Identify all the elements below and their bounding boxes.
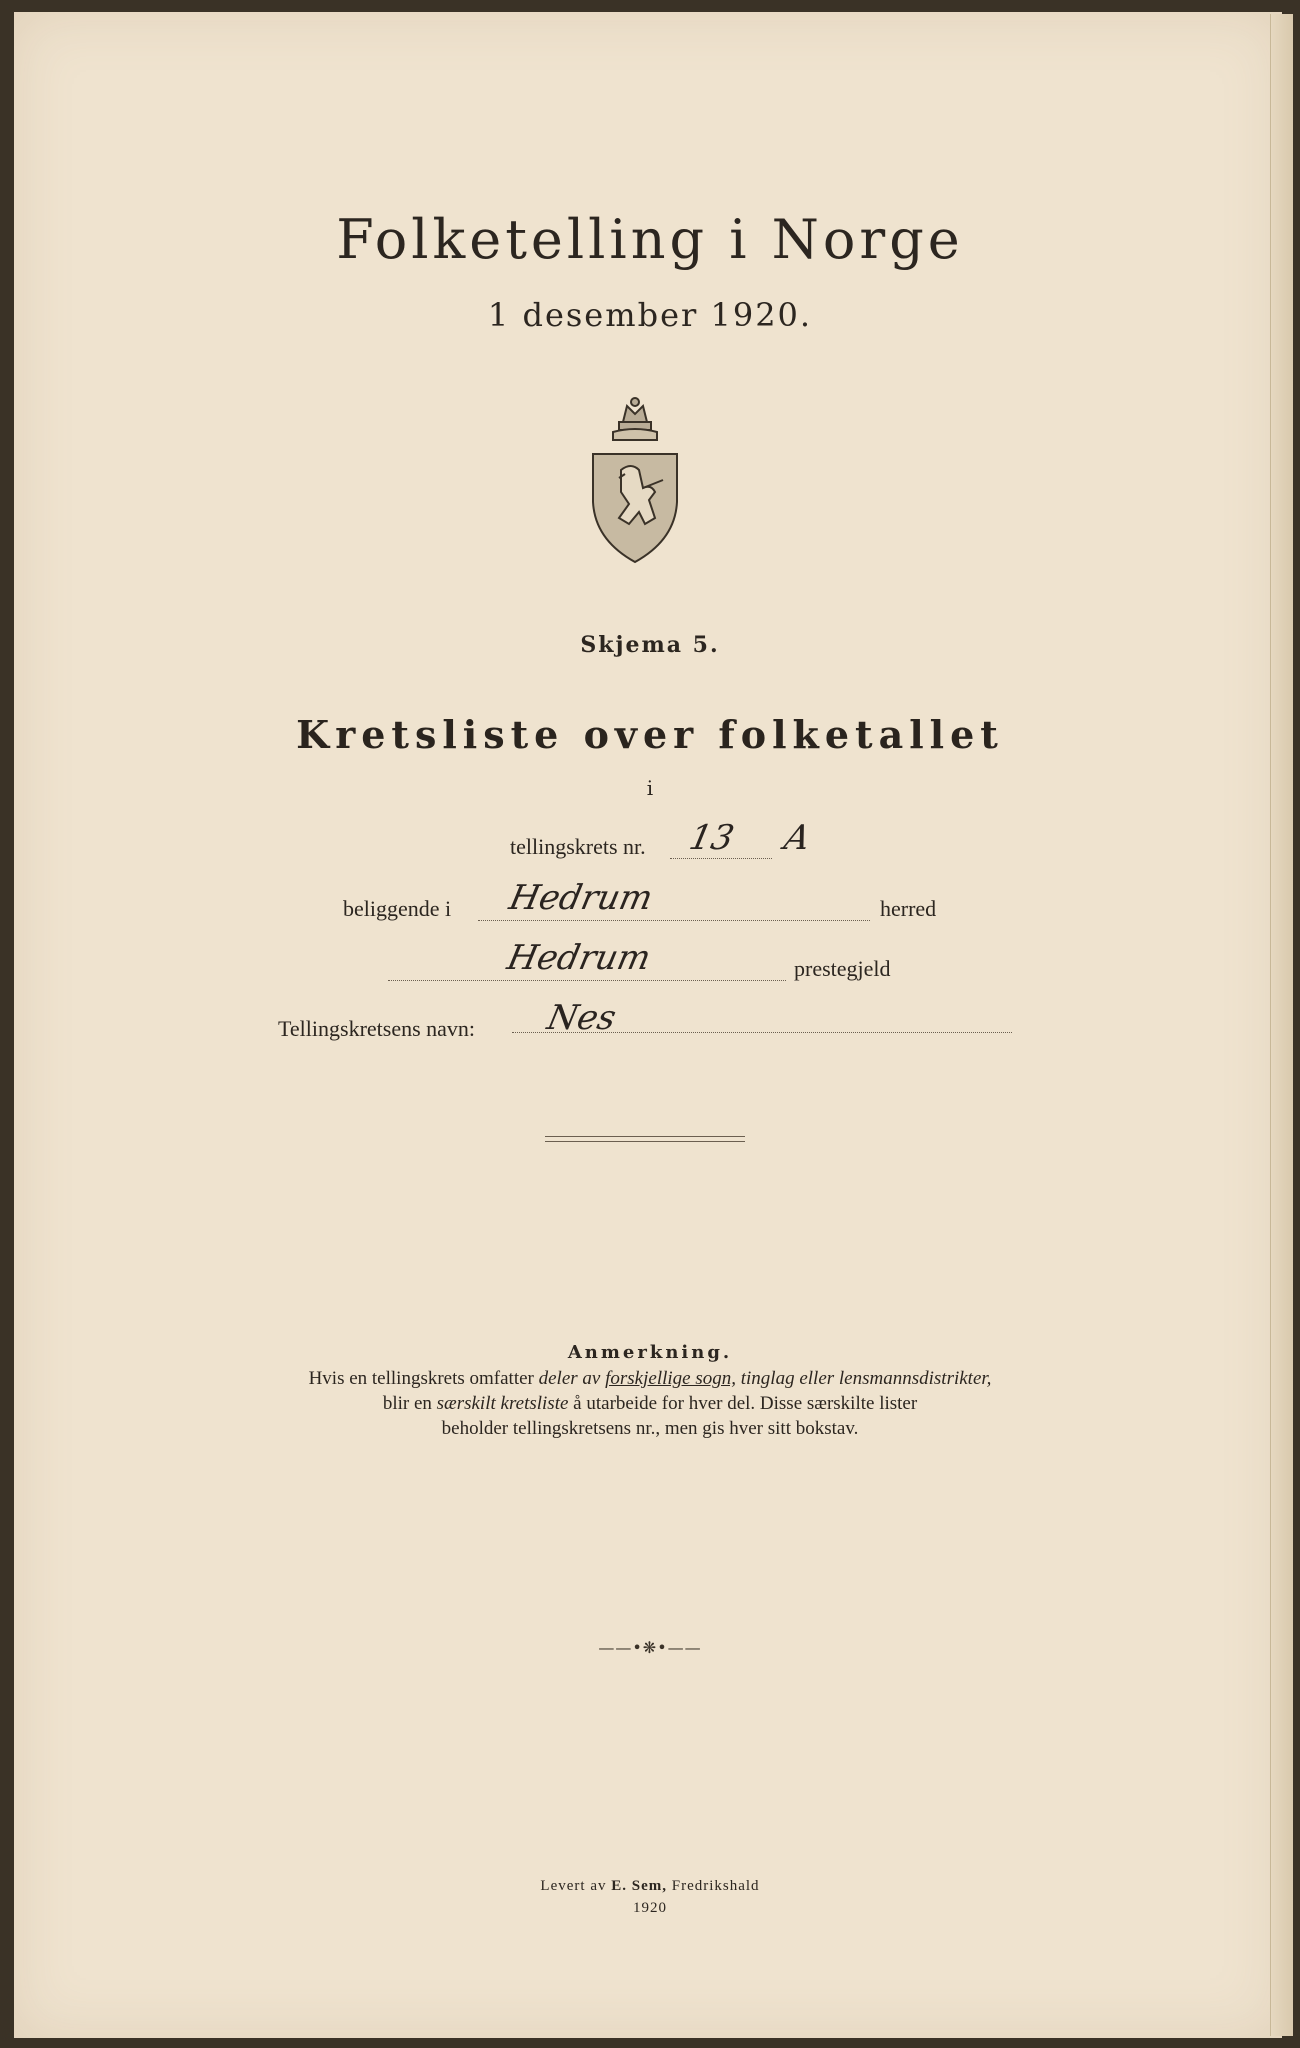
- note-line-1-d: tinglag eller lensmannsdistrikter,: [740, 1368, 992, 1389]
- printer-name: E. Sem,: [611, 1878, 667, 1894]
- krets-number: 13: [685, 818, 738, 858]
- beliggende-value: Hedrum: [505, 878, 657, 918]
- ornament-divider: ——•❋•——: [598, 1638, 702, 1657]
- note-line-1: [0, 1366, 1300, 1391]
- note-line-1-a: Hvis en tellingskrets omfatter: [308, 1368, 534, 1389]
- note-line-2-c: å utarbeide for hver del. Disse særskilte lister: [573, 1393, 918, 1414]
- krets-dotted-line: [670, 858, 772, 859]
- coat-of-arms-icon: [585, 392, 685, 566]
- note-line-1-c: forskjellige sogn,: [605, 1368, 736, 1389]
- herred-label: herred: [880, 896, 937, 921]
- navn-value: Nes: [543, 998, 620, 1038]
- prestegjeld-label: prestegjeld: [794, 956, 891, 981]
- note-line-2-a: blir en: [382, 1393, 432, 1414]
- beliggende-label: beliggende i: [343, 896, 452, 921]
- printer-year: 1920: [633, 1900, 667, 1916]
- prestegjeld-value: Hedrum: [503, 938, 655, 978]
- section-divider: [545, 1136, 745, 1142]
- printer-city: Fredrikshald: [671, 1878, 760, 1894]
- form-heading: Kretsliste over folketallet: [296, 712, 1004, 757]
- connector-word: i: [646, 776, 654, 800]
- note-title: Anmerkning.: [567, 1342, 733, 1363]
- prestegjeld-dotted-line: [388, 980, 786, 981]
- printer-prefix: Levert av: [540, 1878, 607, 1894]
- schema-label: Skjema 5.: [580, 632, 720, 658]
- printer-line: [0, 1878, 1300, 1895]
- document-title: Folketelling i Norge: [336, 208, 964, 271]
- note-line-3: beholder tellingskretsens nr., men gis hver sitt bokstav.: [441, 1418, 859, 1439]
- beliggende-dotted-line: [478, 920, 870, 921]
- note-line-2-b: særskilt kretsliste: [436, 1393, 569, 1414]
- note-line-1-b: deler av: [538, 1368, 601, 1389]
- navn-label: Tellingskretsens navn:: [278, 1016, 476, 1041]
- krets-label: tellingskrets nr.: [510, 834, 646, 859]
- note-line-2: [0, 1391, 1300, 1416]
- document-date: 1 desember 1920.: [487, 296, 813, 334]
- krets-suffix: A: [780, 818, 814, 858]
